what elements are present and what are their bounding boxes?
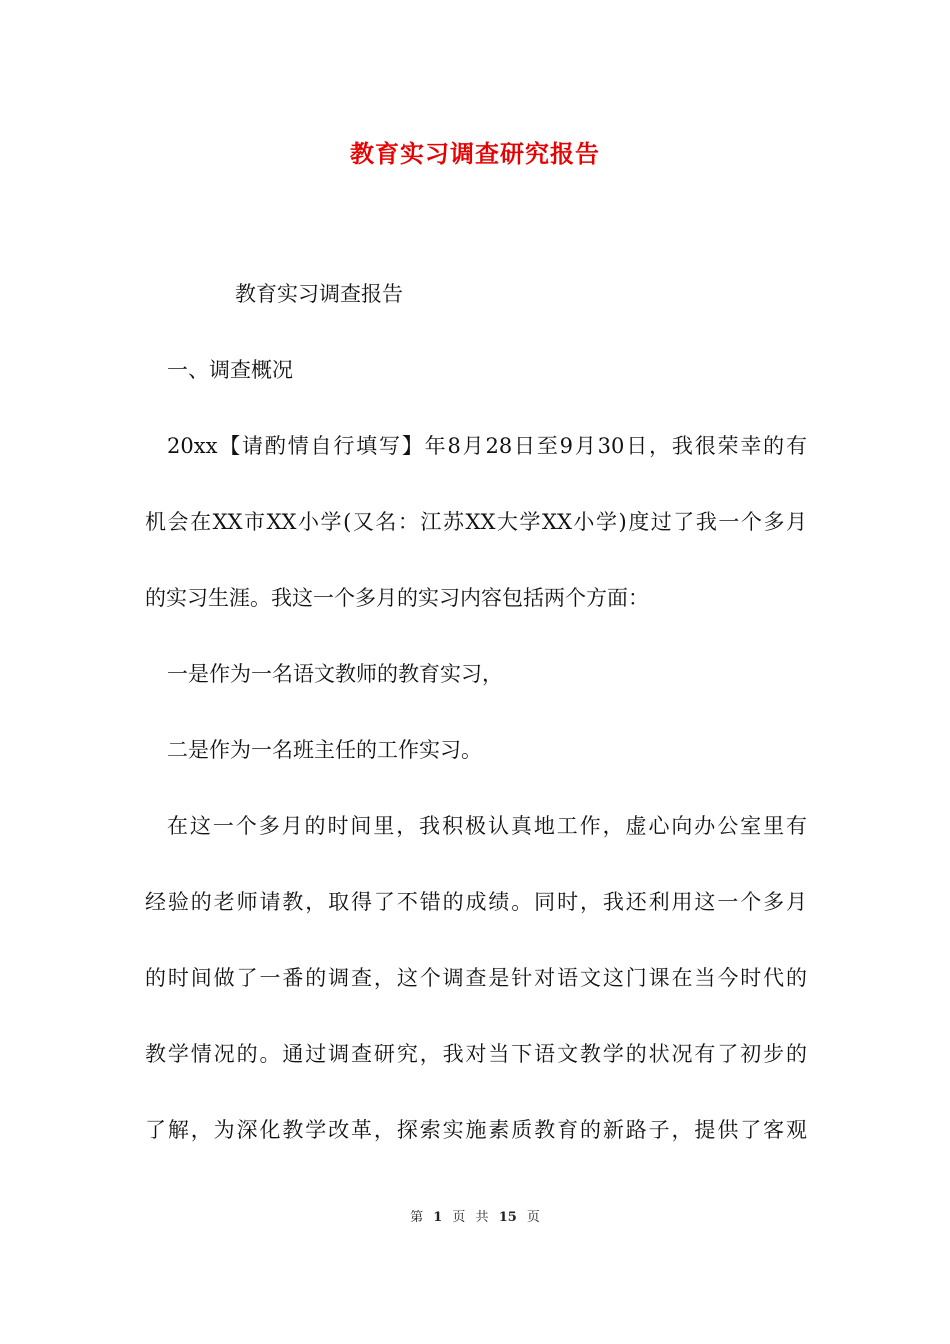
footer-suffix: 页 [526, 1210, 540, 1225]
paragraph-line: 经验的老师请教，取得了不错的成绩。同时，我还利用这一个多月 [145, 890, 807, 914]
section-heading: 一、调查概况 [167, 358, 293, 382]
report-subtitle: 教育实习调查报告 [235, 282, 403, 306]
paragraph-line: 了解，为深化教学改革，探索实施素质教育的新路子，提供了客观 [145, 1118, 807, 1142]
page-footer [0, 1206, 950, 1225]
paragraph-line: 二是作为一名班主任的工作实习。 [167, 738, 482, 762]
footer-middle: 页 共 [452, 1210, 489, 1225]
footer-page-number: 1 [433, 1210, 443, 1225]
paragraph-line: 的实习生涯。我这一个多月的实习内容包括两个方面： [145, 586, 649, 610]
paragraph-line: 20xx【请酌情自行填写】年8月28日至9月30日，我很荣幸的有 [167, 434, 807, 458]
paragraph-line: 的时间做了一番的调查，这个调查是针对语文这门课在当今时代的 [145, 966, 807, 990]
footer-prefix: 第 [410, 1210, 424, 1225]
footer-total-pages: 15 [498, 1210, 517, 1225]
paragraph-line: 机会在XX市XX小学(又名：江苏XX大学XX小学)度过了我一个多月 [145, 510, 807, 534]
paragraph-line: 教学情况的。通过调查研究，我对当下语文教学的状况有了初步的 [145, 1042, 807, 1066]
document-body [145, 275, 807, 1187]
paragraph-line: 在这一个多月的时间里，我积极认真地工作，虚心向办公室里有 [167, 814, 807, 838]
document-title: 教育实习调查研究报告 [350, 139, 600, 168]
paragraph-line: 一是作为一名语文教师的教育实习， [167, 662, 503, 686]
